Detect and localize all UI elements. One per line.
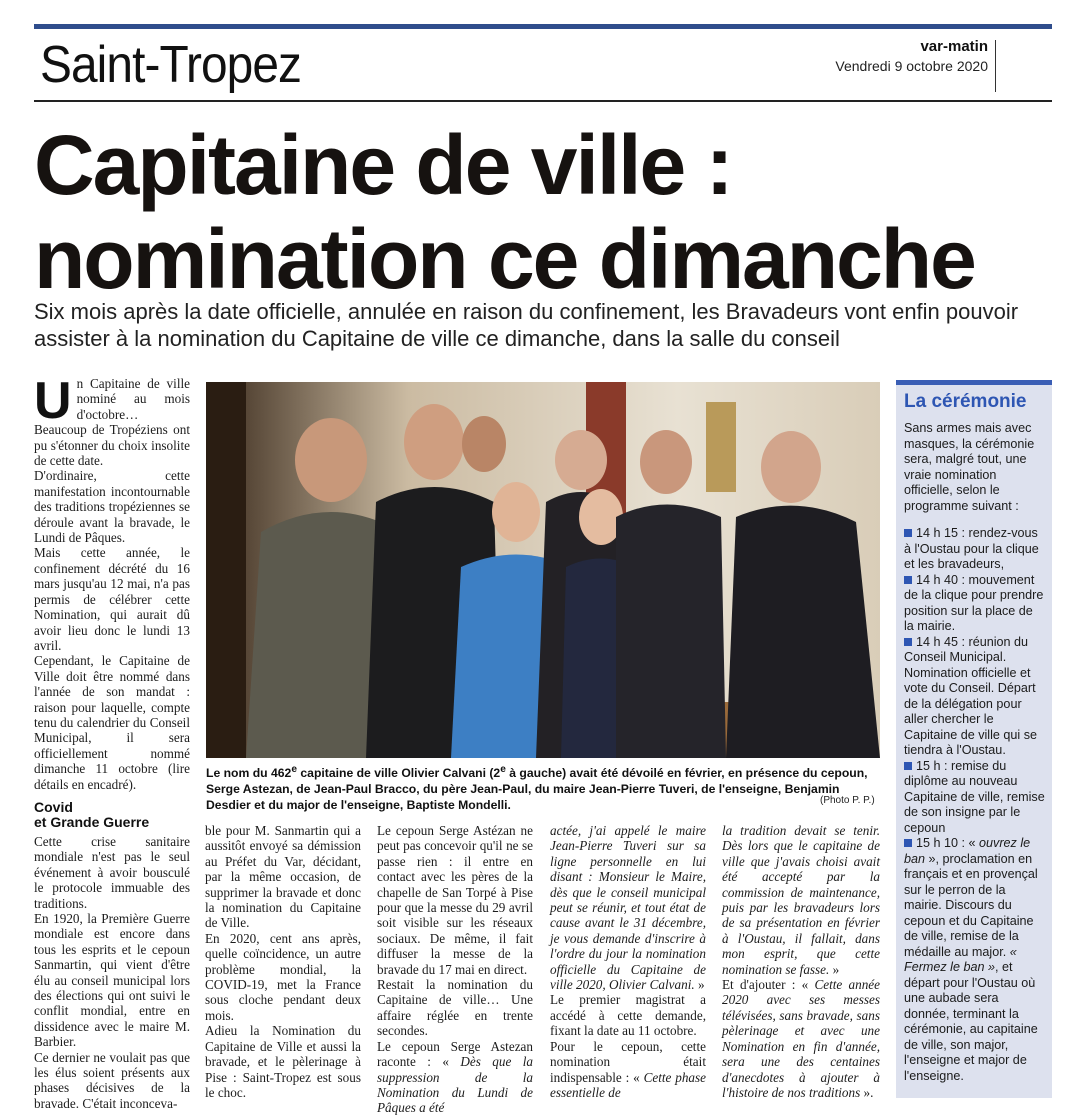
schedule-text: 14 h 15 : rendez-vous à l'Oustau pour la clique et les bravadeurs, <box>904 526 1039 571</box>
quote-text: Cette année 2020 avec ses messes télévisées, sans bravade, sans pèlerinage et avec une Nomination en fin d'année, sera une des centaines d'anecdotes à ajouter à l'histoire de nos traditions <box>722 977 880 1100</box>
headline-line-2: nomination ce dimanche <box>34 212 975 306</box>
square-bullet-icon <box>904 638 912 646</box>
paragraph <box>377 1039 533 1116</box>
caption-text: capitaine de ville Olivier Calvani (2 <box>297 766 501 781</box>
publication-date: Vendredi 9 octobre 2020 <box>835 58 988 74</box>
schedule-item <box>904 573 1046 635</box>
header-rule <box>34 100 1052 102</box>
quote-intro: Pour le cepoun, cette nomination était indispensable : « <box>550 1038 706 1085</box>
schedule-quote: « Fermez le ban » <box>904 944 1017 974</box>
quote-close: ». <box>860 1084 874 1100</box>
paragraph <box>722 823 880 977</box>
publication-info <box>835 38 988 74</box>
article-column-1 <box>34 372 190 1111</box>
ceremony-sidebar <box>896 380 1052 1098</box>
quote-text: actée, j'ai appelé le maire Jean-Pierre Tuveri sur sa ligne personnelle en lui disant : Monsieur le Maire, dès que le conseil municipal peut se réunir, et tout état de cause avant le 31 décembre, je vous demande d'inscrire à l'ordre du jour la nomination officielle du Capitaine de ville 2020, Olivier Calvani. <box>550 823 706 993</box>
section-title: Saint-Tropez <box>40 36 302 94</box>
paragraph: En 1920, la Première Guerre mondiale est encore dans tous les esprits et le cepoun Sanmartin, qui vient d'être élu au conseil municipal lors des élections qui ont suivi le conflit mondial, entre en dissidence avec le maire M. Barbier. <box>34 911 190 1050</box>
quote-close: » <box>694 977 705 993</box>
subheading-line-1: Covid <box>34 798 73 815</box>
top-color-bar <box>34 24 1052 29</box>
article-column-4 <box>550 823 706 1100</box>
paragraph <box>550 823 706 992</box>
masthead-divider <box>995 40 996 92</box>
schedule-text: », proclamation en français et en provençal sur le perron de la mairie. Discours du cepoun et du Capitaine de ville, remise de la médaille au major. <box>904 851 1038 959</box>
paragraph <box>550 1039 706 1101</box>
schedule-item <box>904 836 1046 1084</box>
paragraph: n Capitaine de ville nominé au mois d'octobre… Beaucoup de Tropéziens ont pu s'étonner du choix insolite de cette date. <box>34 376 190 469</box>
sidebar-intro: Sans armes mais avec masques, la cérémonie sera, malgré tout, une vraie nomination officielle, selon le programme suivant : <box>904 421 1035 513</box>
publication-name: var-matin <box>920 38 988 55</box>
sidebar-body <box>904 421 1046 1084</box>
drop-cap: U <box>34 372 72 430</box>
caption-text: à gauche) avait été dévoilé en février, en présence du cepoun, Serge Astezan, de Jean-Paul Bracco, du père Jean-Paul, du maire Jean-Pierre Tuveri, de l'enseigne, Benjamin Desdier et du major de l'enseigne, Baptiste Mondelli. <box>206 766 868 813</box>
paragraph: Le premier magistrat a accédé à cette demande, fixant la date au 11 octobre. <box>550 992 706 1039</box>
photo-caption <box>206 762 882 813</box>
caption-superscript: e <box>500 764 506 775</box>
schedule-text: , et départ pour l'Oustau où une aubade sera donnée, terminant la cérémonie, au capitaine de ville, son major, l'enseigne et major de l'enseigne. <box>904 960 1038 1083</box>
paragraph: Ce dernier ne voulait pas que les élus soient présents aux phases décisives de la bravade. C'était inconceva- <box>34 1049 190 1111</box>
square-bullet-icon <box>904 576 912 584</box>
schedule-quote: ouvrez le ban <box>904 836 1031 866</box>
article-column-5 <box>722 823 880 1100</box>
schedule-text: 15 h 10 : « <box>916 836 980 850</box>
paragraph: En 2020, cent ans après, quelle coïncidence, un autre problème mondial, la COVID-19, met la France sous cloche pendant deux mois. <box>205 930 361 1023</box>
paragraph: Adieu la Nomination du Capitaine de Ville et aussi la bravade, et le pèlerinage à Pise : Saint-Tropez est sous le choc. <box>205 1023 361 1100</box>
quote-text: la tradition devait se tenir. Dès lors que le capitaine de ville que j'avais choisi avait été accepté par la commission de maintenance, puis par les bravadeurs lors de sa présentation en février à l'Oustau, il fallait, dans mon esprit, que cette nomination se fasse. <box>722 823 880 977</box>
subheading-line-2: et Grande Guerre <box>34 813 150 830</box>
schedule-item <box>904 635 1046 759</box>
sidebar-accent-bar <box>896 380 1052 385</box>
subheading <box>34 800 190 830</box>
square-bullet-icon <box>904 762 912 770</box>
sidebar-title: La cérémonie <box>904 391 1027 412</box>
group-photo-illustration <box>206 382 880 758</box>
quote-intro: Et d'ajouter : « <box>722 977 815 993</box>
paragraph: Le cepoun Serge Astézan ne peut pas concevoir qu'il ne se passe rien : il entre en contact avec les pères de la chapelle de San Torpé à Pise pour que la messe du 29 avril soit visible sur les réseaux sociaux. De même, il fait diffuser la messe de la bravade du 17 mai en direct. <box>377 823 533 977</box>
article-photo <box>206 382 880 758</box>
schedule-text: 14 h 40 : mouvement de la clique pour prendre position sur la place de la mairie. <box>904 572 1044 633</box>
paragraph: Restait la nomination du Capitaine de ville… Une affaire réglée en trente secondes. <box>377 977 533 1039</box>
article-column-3 <box>377 823 533 1116</box>
headline <box>34 118 1044 306</box>
quote-close: » <box>829 961 840 977</box>
standfirst: Six mois après la date officielle, annulée en raison du confinement, les Bravadeurs vont enfin pouvoir assister à la nomination du Capitaine de ville ce dimanche, dans la salle du conseil <box>34 299 1019 351</box>
paragraph: D'ordinaire, cette manifestation incontournable des traditions tropéziennes se déroule avant la bravade, le Lundi de Pâques. <box>34 468 190 546</box>
photo-credit: (Photo P. P.) <box>820 795 875 806</box>
paragraph: Mais cette année, le confinement décrété du 16 mars jusqu'au 12 mai, n'a pas permis de célébrer cette Nomination, qui aurait dû avoir lieu donc le lundi 13 avril. <box>34 545 190 653</box>
caption-superscript: e <box>291 764 297 775</box>
headline-line-1: Capitaine de ville : <box>34 118 732 212</box>
quote-intro: Le cepoun Serge Astezan raconte : « <box>377 1038 533 1070</box>
square-bullet-icon <box>904 529 912 537</box>
square-bullet-icon <box>904 839 912 847</box>
paragraph <box>722 977 880 1100</box>
schedule-text: 14 h 45 : réunion du Conseil Municipal. Nomination officielle et vote du Conseil. Départ de la délégation pour aller chercher le Capitaine de ville qui se tiendra à l'Oustau. <box>904 634 1038 757</box>
paragraph: ble pour M. Sanmartin qui a aussitôt envoyé sa démission au Préfet du Var, décidant, par la même occasion, de supprimer la bravade et donc la nomination du Capitaine de Ville. <box>205 823 361 931</box>
paragraph: Cependant, le Capitaine de Ville doit être nommé dans l'année de son mandat : raison pour laquelle, compte tenu du calendrier du Conseil Municipal, il sera officiellement nommé dimanche 11 octobre (lire détails en encadré). <box>34 653 190 792</box>
quote-text: Cette phase essentielle de <box>550 1069 706 1100</box>
schedule-item <box>904 526 1046 573</box>
caption-text: Le nom du 462 <box>206 766 292 781</box>
paragraph: Cette crise sanitaire mondiale n'est pas le seul événement à avoir bousculé le protocole immuable des traditions. <box>34 833 190 911</box>
quote-text: Dès que la suppression de la Nomination du Lundi de Pâques a été <box>377 1054 534 1116</box>
schedule-item <box>904 759 1046 837</box>
article-column-2 <box>205 823 361 1100</box>
schedule-text: 15 h : remise du diplôme au nouveau Capitaine de ville, remise de son insigne par le cepoun <box>904 758 1045 835</box>
